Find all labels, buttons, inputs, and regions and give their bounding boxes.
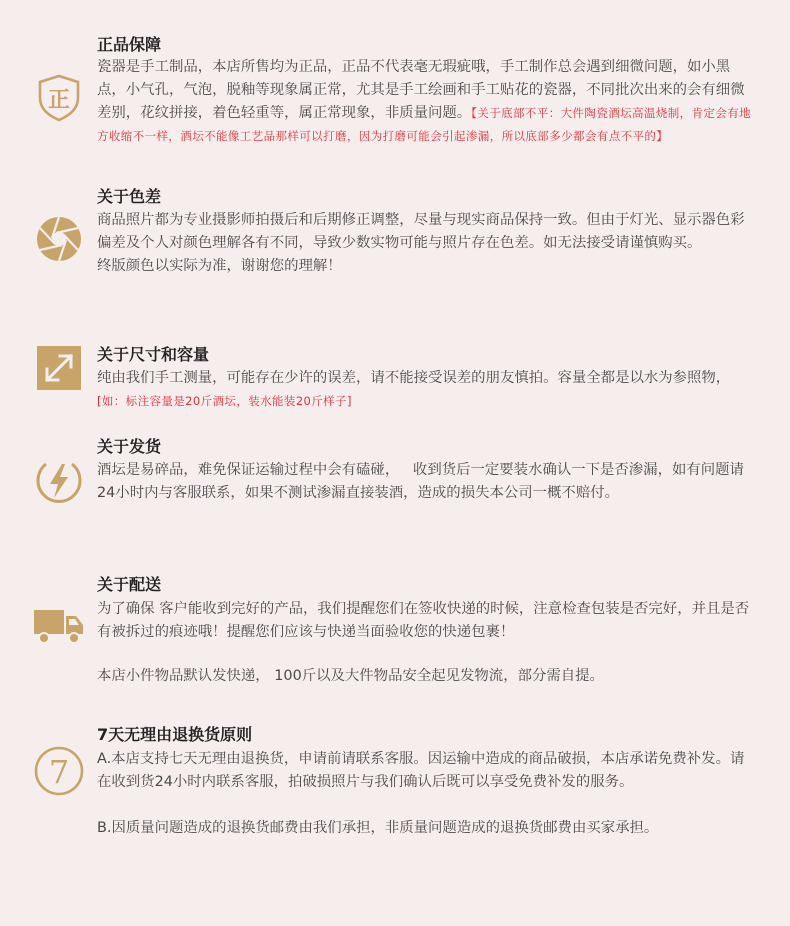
section-body-2: B.因质量问题造成的退换货邮费由我们承担，非质量问题造成的退换货邮费由买家承担。 bbox=[97, 820, 659, 836]
section-text bbox=[97, 56, 757, 148]
section-text bbox=[97, 367, 757, 413]
aperture-icon bbox=[32, 212, 86, 266]
section-text bbox=[97, 748, 757, 840]
section-body: 为了确保 客户能收到完好的产品，我们提醒您们在签收快递的时候，注意检查包装是否完好，并且是否有被拆过的痕迹哦！提醒您们应该与快递当面验收您的快递包裹！ bbox=[97, 601, 750, 640]
zheng-shield-icon bbox=[32, 70, 86, 124]
section-body: A.本店支持七天无理由退换货，申请前请联系客服。因运输中造成的商品破损，本店承诺免费补发。请在收到货24小时内联系客服，拍破损照片与我们确认后既可以享受免费补发的服务。 bbox=[97, 751, 745, 790]
section-text bbox=[97, 209, 757, 278]
section-title: 关于尺寸和容量 bbox=[97, 345, 210, 364]
section-title: 关于配送 bbox=[97, 575, 162, 594]
section-body: 商品照片都为专业摄影师拍摄后和后期修正调整，尽量与现实商品保持一致。但由于灯光、显示器色彩偏差及个人对颜色理解各有不同，导致少数实物可能与照片存在色差。如无法接受请谨慎购买。 bbox=[97, 212, 745, 251]
section-title: 正品保障 bbox=[97, 35, 162, 54]
section-highlight: 【关于底部不平：大件陶瓷酒坛高温烧制，肯定会有地方收缩不一样，酒坛不能像工艺品那样可以打磨，因为打磨可能会引起渗漏，所以底部多少都会有点不平的】 bbox=[97, 106, 752, 143]
section-body: 纯由我们手工测量，可能存在少许的误差，请不能接受误差的朋友慎拍。容量全都是以水为参照物， bbox=[97, 370, 731, 386]
section-body-2: 终版颜色以实际为准，谢谢您的理解！ bbox=[97, 258, 342, 274]
seven-circle-icon bbox=[32, 744, 86, 798]
section-title: 关于发货 bbox=[97, 437, 162, 456]
section-title: 7天无理由退换货原则 bbox=[97, 725, 253, 744]
delivery-truck-icon bbox=[32, 598, 86, 652]
section-title: 关于色差 bbox=[97, 187, 162, 206]
section-body: 酒坛是易碎品，难免保证运输过程中会有磕碰， 收到货后一定要装水确认一下是否渗漏，如有问题请24小时内与客服联系，如果不测试渗漏直接装酒，造成的损失本公司一概不赔付。 bbox=[97, 462, 744, 501]
svg-text:正: 正 bbox=[47, 88, 71, 113]
section-highlight: [如：标注容量是20斤酒坛，装水能装20斤样子] bbox=[97, 394, 352, 408]
section-text bbox=[97, 459, 757, 505]
section-body-2: 本店小件物品默认发快递， 100斤以及大件物品安全起见发物流，部分需自提。 bbox=[97, 668, 604, 684]
section-text bbox=[97, 598, 757, 688]
lightning-circle-icon bbox=[32, 454, 86, 508]
svg-text:7: 7 bbox=[48, 753, 70, 791]
section-body: 瓷器是手工制品，本店所售均为正品，正品不代表毫无瑕疵哦，手工制作总会遇到细微问题，如小黑点，小气孔，气泡，脱釉等现象属正常，尤其是手工绘画和手工贴花的瓷器，不同批次出来的会有细微差别，花纹拼接，着色轻重等，属正常现象，非质量问题。 bbox=[97, 59, 745, 121]
resize-arrow-icon bbox=[32, 341, 86, 395]
